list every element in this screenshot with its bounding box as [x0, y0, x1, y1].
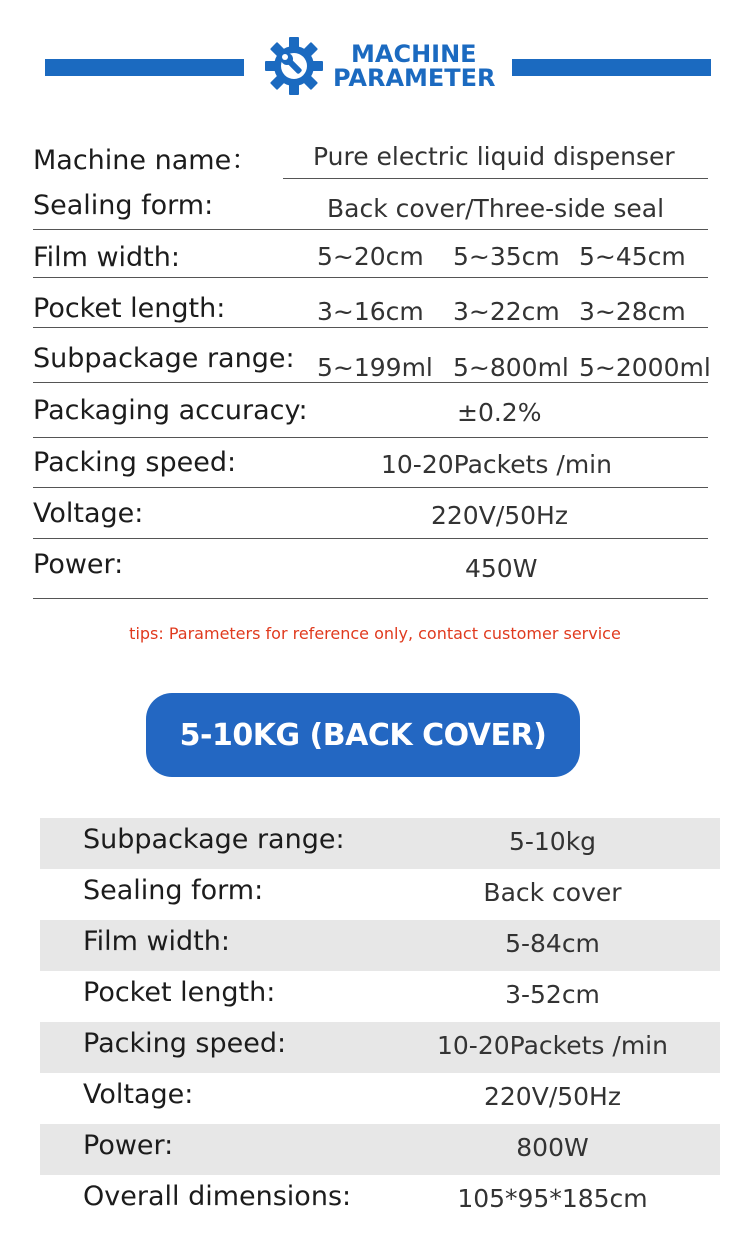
spec-value: 3-52cm — [505, 980, 600, 1009]
spec-value: 5~20cm — [317, 242, 424, 271]
spec-table-general — [33, 138, 713, 609]
spec-row-film-width — [33, 240, 713, 291]
spec-value: 10-20Packets /min — [437, 1031, 668, 1060]
spec-label: Machine name： — [33, 145, 259, 176]
spec-value: 3~28cm — [579, 297, 686, 326]
table-row — [40, 1022, 720, 1073]
table-row — [40, 1124, 720, 1175]
spec-label: Film width: — [83, 926, 230, 957]
spec-label: Packing speed: — [33, 447, 237, 478]
title-line-1: MACHINE — [351, 40, 477, 68]
spec-label: Subpackage range: — [33, 343, 295, 374]
row-divider — [33, 277, 708, 278]
spec-value: 105*95*185cm — [457, 1184, 648, 1213]
spec-row-voltage — [33, 498, 713, 549]
spec-label: Sealing form: — [33, 190, 214, 221]
spec-row-sealing-form — [33, 189, 713, 240]
row-divider — [33, 382, 708, 383]
spec-value: 5~199ml — [317, 353, 433, 382]
spec-value: 5~800ml — [453, 353, 569, 382]
table-row — [40, 920, 720, 971]
table-row — [40, 971, 720, 1022]
spec-label: Voltage: — [83, 1079, 194, 1110]
spec-row-subpackage-range — [33, 342, 713, 393]
model-5-10kg-back-cover-button[interactable]: 5-10KG (BACK COVER) — [146, 693, 580, 777]
spec-label: Film width: — [33, 242, 180, 273]
spec-label: Voltage: — [33, 498, 144, 529]
spec-value: ±0.2% — [457, 398, 542, 427]
row-divider — [33, 437, 708, 438]
spec-row-pocket-length — [33, 291, 713, 342]
spec-label: Power: — [83, 1130, 174, 1161]
spec-value: 10-20Packets /min — [381, 450, 612, 479]
spec-value: Pure electric liquid dispenser — [313, 142, 675, 171]
spec-label: Subpackage range: — [83, 824, 345, 855]
row-divider — [33, 598, 708, 599]
spec-value: 3~16cm — [317, 297, 424, 326]
table-row — [40, 818, 720, 869]
spec-label: Power: — [33, 549, 124, 580]
spec-label: Pocket length: — [83, 977, 276, 1008]
tip-note: tips: Parameters for reference only, contact customer service — [129, 624, 621, 643]
row-divider — [33, 538, 708, 539]
spec-label: Packaging accuracy: — [33, 395, 308, 426]
row-divider — [33, 487, 708, 488]
spec-value: 5~35cm — [453, 242, 560, 271]
row-divider — [33, 327, 708, 328]
spec-label: Pocket length: — [33, 293, 226, 324]
spec-label: Sealing form: — [83, 875, 264, 906]
spec-value: Back cover/Three-side seal — [327, 194, 665, 223]
section-title — [333, 42, 496, 90]
spec-value: 5~2000ml — [579, 353, 711, 382]
spec-table-5-10kg — [40, 818, 720, 1226]
spec-value: 5-84cm — [505, 929, 600, 958]
row-divider — [283, 178, 708, 179]
row-divider — [33, 229, 708, 230]
spec-value: 800W — [516, 1133, 589, 1162]
spec-value: 3~22cm — [453, 297, 560, 326]
table-row — [40, 1175, 720, 1226]
header-bar-right — [512, 59, 711, 76]
spec-value: Back cover — [483, 878, 622, 907]
spec-value: 220V/50Hz — [484, 1082, 621, 1111]
spec-row-machine-name — [33, 138, 713, 189]
spec-value: 5-10kg — [508, 827, 597, 856]
header-bar-left — [45, 59, 244, 76]
table-row — [40, 869, 720, 920]
gear-wrench-icon — [265, 37, 323, 95]
spec-row-packaging-accuracy — [33, 393, 713, 447]
spec-value: 5~45cm — [579, 242, 686, 271]
title-line-2: PARAMETER — [333, 64, 496, 92]
spec-row-power — [33, 549, 713, 609]
table-row — [40, 1073, 720, 1124]
spec-value: 450W — [465, 554, 538, 583]
spec-label: Packing speed: — [83, 1028, 287, 1059]
spec-value: 220V/50Hz — [431, 501, 568, 530]
spec-label: Overall dimensions: — [83, 1181, 352, 1212]
spec-row-packing-speed — [33, 447, 713, 498]
